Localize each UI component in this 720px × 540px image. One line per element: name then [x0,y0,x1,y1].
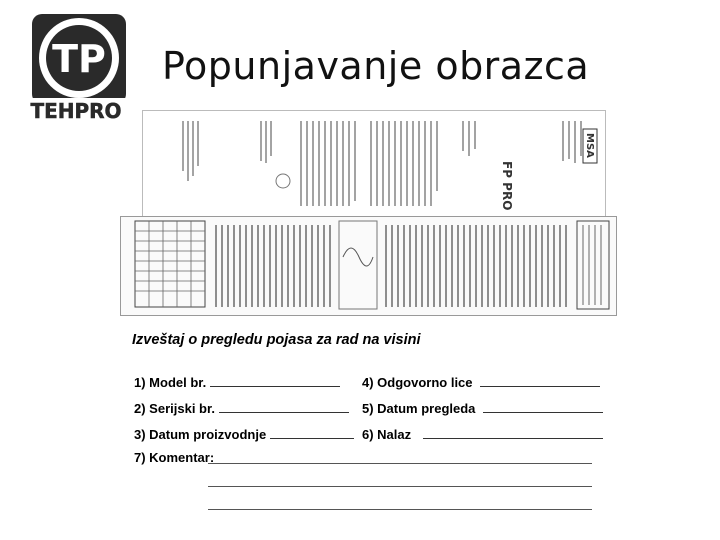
logo-text: TEHPRO [30,99,122,123]
comment-line-3[interactable] [208,509,592,510]
label-maker: MSA [584,133,595,158]
production-date-label: 3) Datum proizvodnje [134,427,267,442]
inspection-date-field [362,400,603,416]
inspection-date-line[interactable] [483,400,603,413]
responsible-label: 4) Odgovorno lice [362,375,473,390]
serial-line[interactable] [219,400,349,413]
label-scan-graphic [143,111,605,216]
comment-line-2[interactable] [208,486,592,487]
finding-label: 6) Nalaz [362,427,412,442]
finding-field [362,426,603,442]
serial-label: 2) Serijski br. [134,401,215,416]
finding-line[interactable] [423,426,603,439]
model-label: 1) Model br. [134,375,207,390]
slide-title: Popunjavanje obrazca [162,44,590,88]
inspection-form-image [120,216,617,316]
model-field [134,374,340,390]
comment-field [134,450,214,465]
product-label-image [142,110,606,217]
form-scan-graphic [121,217,616,315]
model-line[interactable] [210,374,340,387]
logo-letters: TP [52,37,106,81]
responsible-line[interactable] [480,374,600,387]
inspection-date-label: 5) Datum pregleda [362,401,476,416]
responsible-field [362,374,600,390]
label-brand: FP PRO [500,161,514,211]
tehpro-logo [18,12,136,124]
production-date-line[interactable] [270,426,354,439]
production-date-field [134,426,354,442]
comment-label: 7) Komentar: [134,450,215,465]
comment-line-1[interactable] [208,463,592,464]
report-title: Izveštaj o pregledu pojasa za rad na visini [132,332,421,348]
serial-field [134,400,349,416]
